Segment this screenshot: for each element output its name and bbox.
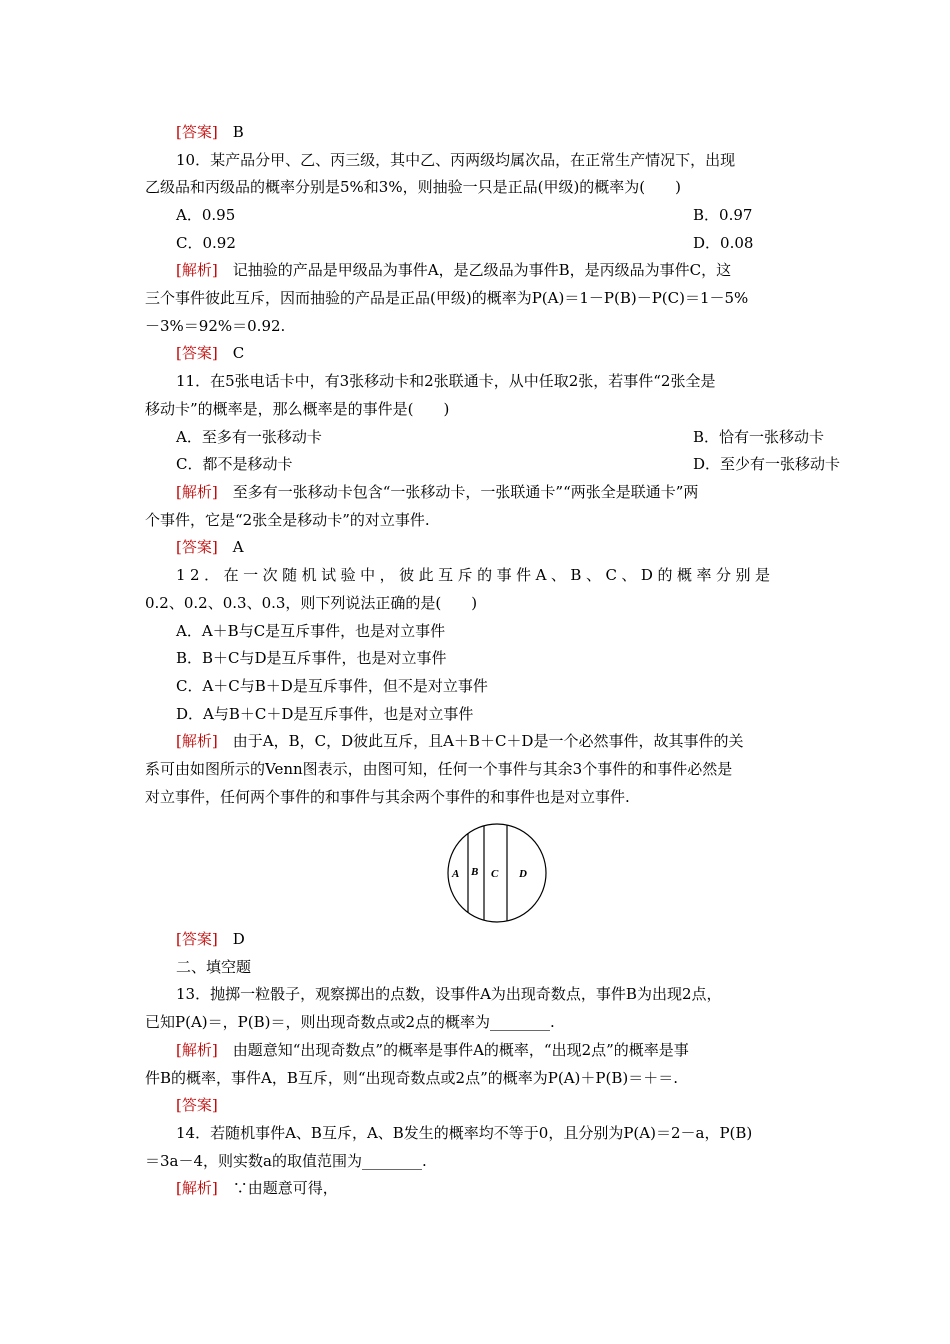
analysis-tag: [解析]: [176, 732, 218, 750]
analysis-text-cont: 系可由如图所示的Venn图表示，由图可知，任何一个事件与其余3个事件的和事件必然是: [145, 760, 733, 778]
option-b: B．B＋C与D是互斥事件，也是对立事件: [176, 649, 447, 667]
option-a: A．0.95: [176, 206, 236, 224]
answer-tag: [答案]: [176, 1096, 218, 1114]
venn-diagram: [446, 822, 548, 924]
venn-label-d: D: [519, 868, 527, 880]
analysis-text-cont: 件B的概率，事件A，B互斥，则“出现奇数点或2点”的概率为P(A)＋P(B)＝＋＝.: [145, 1069, 678, 1087]
analysis-text: 记抽验的产品是甲级品为事件A，是乙级品为事件B，是丙级品为事件C，这: [232, 261, 732, 279]
question-13-stem: 13．抛掷一粒骰子，观察掷出的点数，设事件A为出现奇数点，事件B为出现2点，: [176, 985, 722, 1003]
option-b: B．恰有一张移动卡: [693, 428, 825, 446]
analysis-tag: [解析]: [176, 483, 218, 501]
answer-line: [176, 342, 244, 364]
analysis-tag: [解析]: [176, 1041, 218, 1059]
option-d: D．A与B＋C＋D是互斥事件，也是对立事件: [176, 705, 474, 723]
question-10-stem: 10．某产品分甲、乙、丙三级，其中乙、丙两级均属次品，在正常生产情况下，出现: [176, 151, 736, 169]
question-10-stem-cont: 乙级品和丙级品的概率分别是5%和3%，则抽验一只是正品(甲级)的概率为( ): [145, 178, 682, 196]
answer-line: [176, 121, 244, 143]
analysis-line: [176, 730, 743, 752]
analysis-line: [176, 481, 698, 503]
option-d: D．0.08: [693, 234, 754, 252]
analysis-tag: [解析]: [176, 261, 218, 279]
option-d: D．至少有一张移动卡: [693, 455, 841, 473]
analysis-text: ∵由题意可得，: [232, 1179, 338, 1197]
analysis-text-cont: －3%＝92%＝0.92.: [145, 317, 286, 335]
question-12-stem-cont: 0.2、0.2、0.3、0.3，则下列说法正确的是( ): [145, 594, 478, 612]
answer-value: A: [232, 538, 244, 556]
question-12-stem: 12．在一次随机试验中，彼此互斥的事件A、B、C、D的概率分别是: [176, 566, 775, 584]
analysis-line: [176, 259, 731, 281]
question-10-options-ab: [176, 204, 753, 226]
question-10-options-cd: [176, 232, 754, 254]
analysis-tag: [解析]: [176, 1179, 218, 1197]
analysis-text-cont: 对立事件，任何两个事件的和事件与其余两个事件的和事件也是对立事件.: [145, 788, 630, 806]
analysis-text-cont: 个事件，它是“2张全是移动卡”的对立事件.: [145, 511, 430, 529]
question-14-stem-cont: ＝3a－4，则实数a的取值范围为________.: [145, 1152, 427, 1170]
venn-label-a: A: [452, 868, 460, 880]
answer-value: B: [232, 123, 244, 141]
question-11-options-cd: [176, 453, 841, 475]
answer-value: D: [232, 930, 245, 948]
option-c: C．都不是移动卡: [176, 455, 293, 473]
answer-tag: [答案]: [176, 930, 218, 948]
option-c: C．A＋C与B＋D是互斥事件，但不是对立事件: [176, 677, 488, 695]
venn-label-c: C: [491, 868, 499, 880]
venn-label-b: B: [471, 866, 479, 878]
analysis-line: [176, 1177, 338, 1199]
question-13-stem-cont: 已知P(A)＝，P(B)＝，则出现奇数点或2点的概率为________.: [145, 1013, 555, 1031]
answer-value: C: [232, 344, 245, 362]
analysis-text-cont: 三个事件彼此互斥，因而抽验的产品是正品(甲级)的概率为P(A)＝1－P(B)－P(C)＝1－5%: [145, 289, 749, 307]
option-b: B．0.97: [693, 206, 753, 224]
answer-line: [176, 1094, 218, 1116]
answer-tag: [答案]: [176, 123, 218, 141]
question-11-options-ab: [176, 426, 825, 448]
option-a: A．至多有一张移动卡: [176, 428, 322, 446]
option-c: C．0.92: [176, 234, 236, 252]
analysis-text: 至多有一张移动卡包含“一张移动卡，一张联通卡”“两张全是联通卡”两: [232, 483, 699, 501]
analysis-text: 由于A，B，C，D彼此互斥，且A＋B＋C＋D是一个必然事件，故其事件的关: [232, 732, 744, 750]
question-14-stem: 14．若随机事件A、B互斥，A、B发生的概率均不等于0，且分别为P(A)＝2－a，P(B): [176, 1124, 753, 1142]
section-heading: 二、填空题: [176, 958, 252, 976]
answer-tag: [答案]: [176, 344, 218, 362]
answer-line: [176, 928, 245, 950]
option-a: A．A＋B与C是互斥事件，也是对立事件: [176, 622, 446, 640]
answer-line: [176, 536, 244, 558]
analysis-text: 由题意知“出现奇数点”的概率是事件A的概率，“出现2点”的概率是事: [232, 1041, 689, 1059]
analysis-line: [176, 1039, 689, 1061]
question-11-stem: 11．在5张电话卡中，有3张移动卡和2张联通卡，从中任取2张，若事件“2张全是: [176, 372, 716, 390]
question-11-stem-cont: 移动卡”的概率是，那么概率是的事件是( ): [145, 400, 450, 418]
answer-tag: [答案]: [176, 538, 218, 556]
